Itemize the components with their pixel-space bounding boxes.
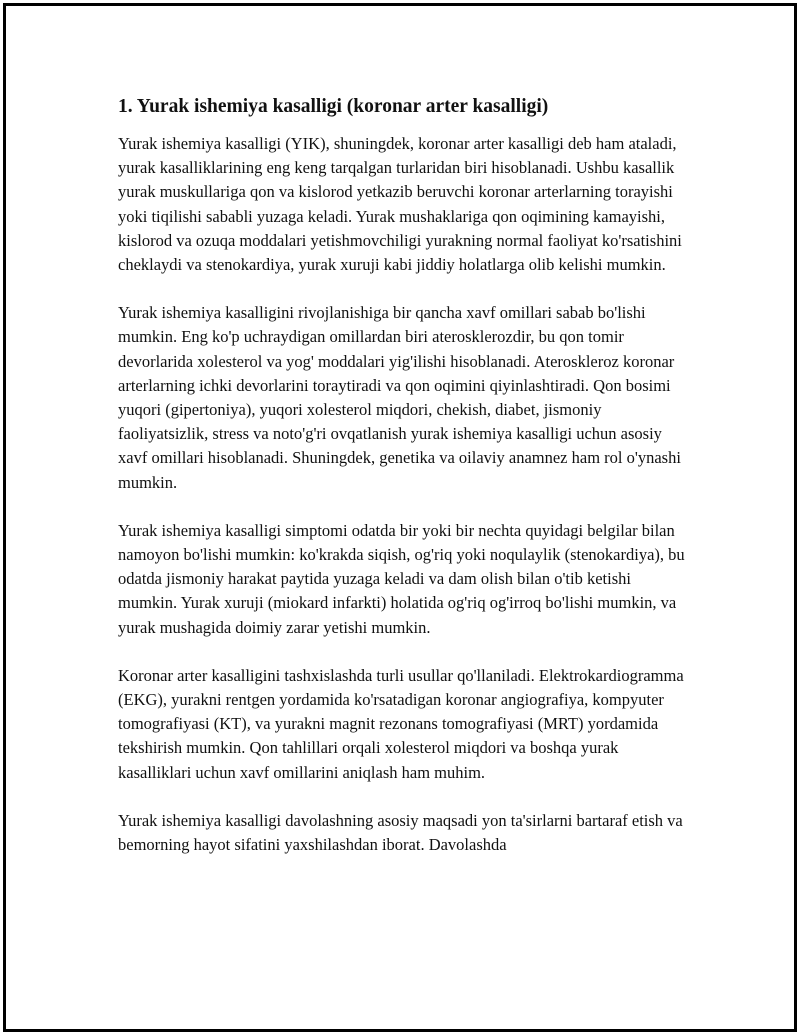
paragraph-diagnosis: Koronar arter kasalligini tashxislashda turli usullar qo'llaniladi. Elektrokardiogramma (EKG), yurakni rentgen yordamida ko'rsatadigan koronar angiografiya, kompyuter tomografiyasi (KT), va yurakni magnit rezonans tomografiyasi (MRT) yordamida tekshirish mumkin. Qon tahlillari orqali xolesterol miqdori va boshqa yurak kasalliklari uchun xavf omillarini aniqlash ham muhim. (118, 665, 684, 782)
paragraph-symptoms: Yurak ishemiya kasalligi simptomi odatda bir yoki bir nechta quyidagi belgilar bilan namoyon bo'lishi mumkin: ko'krakda siqish, og'riq yoki noqulaylik (stenokardiya), bu odatda jismoniy harakat paytida yuzaga keladi va dam olish bilan o'tib ketishi mumkin. Yurak xuruji (miokard infarkti) holatida og'riq og'irroq bo'lishi mumkin, va yurak mushagida doimiy zarar yetishi mumkin. (118, 520, 685, 637)
section-heading: 1. Yurak ishemiya kasalligi (koronar arter kasalligi) (118, 96, 549, 117)
paragraph-risk-factors: Yurak ishemiya kasalligini rivojlanishiga bir qancha xavf omillari sabab bo'lishi mumkin. Eng ko'p uchraydigan omillardan biri aterosklerozdir, bu qon tomir devorlarida xolesterol va yog' moddalari yig'ilishi hisoblanadi. Ateroskleroz koronar arterlarning ichki devorlarini toraytiradi va qon oqimini qiyinlashtiradi. Qon bosimi yuqori (gipertoniya), yuqori xolesterol miqdori, chekish, diabet, jismoniy faoliyatsizlik, stress va noto'g'ri ovqatlanish yurak ishemiya kasalligi uchun asosiy xavf omillari hisoblanadi. Shuningdek, genetika va oilaviy anamnez ham rol o'ynashi mumkin. (118, 303, 681, 492)
paragraph-treatment: Yurak ishemiya kasalligi davolashning asosiy maqsadi yon ta'sirlarni bartaraf etish va bemorning hayot sifatini yaxshilashdan iborat. Davolashda (118, 810, 683, 855)
paragraph-definition: Yurak ishemiya kasalligi (YIK), shuningdek, koronar arter kasalligi deb ham ataladi, yurak kasalliklarining eng keng tarqalgan turlaridan biri hisoblanadi. Ushbu kasallik yurak muskullariga qon va kislorod yetkazib beruvchi koronar arterlarning torayishi yoki tiqilishi sababli yuzaga keladi. Yurak mushaklariga qon oqimining kamayishi, kislorod va ozuqa moddalari yetishmovchiligi yurakning normal faoliyat ko'rsatishini cheklaydi va stenokardiya, yurak xuruji kabi jiddiy holatlarga olib kelishi mumkin. (118, 134, 682, 275)
document-body (118, 94, 688, 881)
